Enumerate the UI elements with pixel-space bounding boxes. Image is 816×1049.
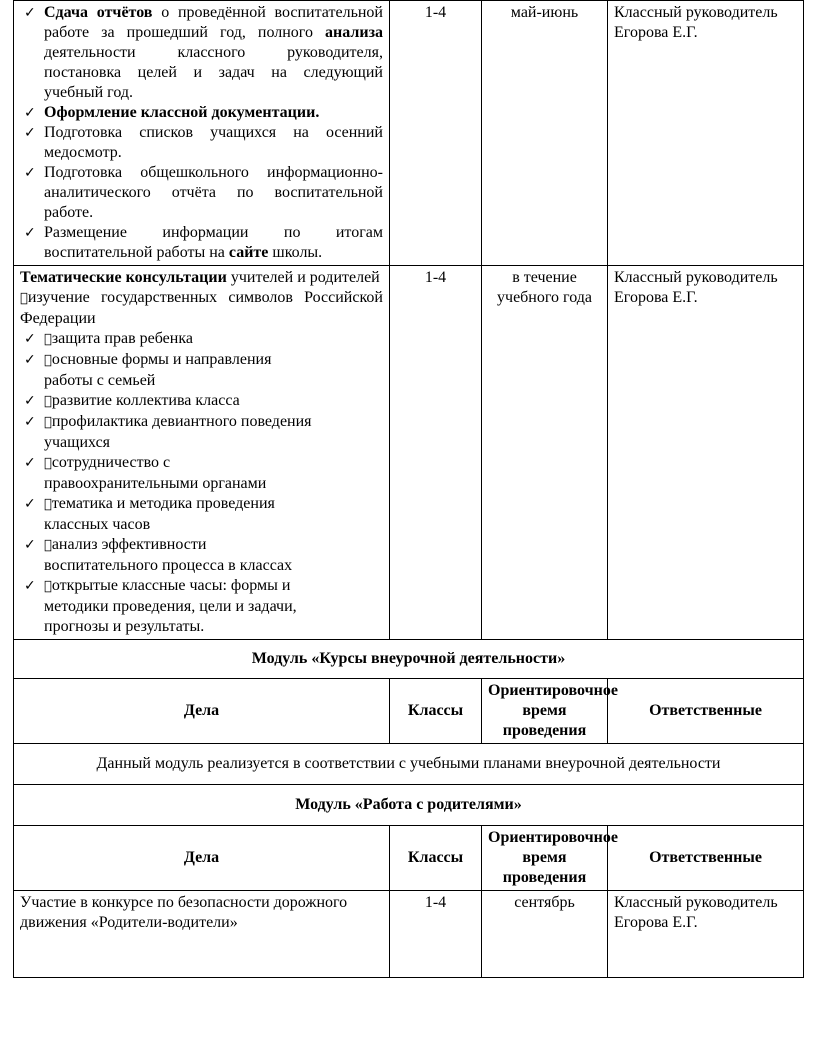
bold-text: Оформление классной документации. [44,104,320,121]
check-icon: ✓ [24,414,36,430]
check-icon: ✓ [24,5,36,21]
check-icon: ✓ [24,393,36,409]
consultations-first-item [20,288,383,329]
consultations-audience: учителей и родителей [226,269,380,286]
check-icon: ✓ [24,496,36,512]
classes-cell: 1-4 [390,1,482,266]
classes-cell: 1-4 [390,891,482,978]
check-icon: ✓ [24,125,36,141]
header-classes: Классы [390,826,482,891]
check-icon: ✓ [24,455,36,471]
responsible-cell: Классный руководитель Егорова Е.Г. [608,266,804,640]
module-title-row [14,785,804,826]
checklist-item [20,494,320,535]
box-glyph-icon [44,415,52,430]
item-text: школы. [268,244,323,261]
bold-text: Сдача отчётов [44,4,153,21]
checklist-item [20,223,383,263]
checklist-item [20,576,320,637]
box-glyph-icon [44,456,52,471]
header-deals: Дела [14,679,390,744]
note-row [14,744,804,785]
module-title: Модуль «Курсы внеурочной деятельности» [14,640,804,679]
bold-text: анализа [325,24,383,41]
item-text: Подготовка общешкольного информационно-аналитического отчёта по воспитательной работе. [44,164,383,221]
header-deals: Дела [14,826,390,891]
item-text: открытые классные часы: формы и методики проведения, цели и задачи, прогнозы и результаты. [44,577,297,635]
checklist-item [20,453,320,494]
check-icon: ✓ [24,225,36,241]
box-glyph-icon [20,291,28,306]
checklist-item [20,123,383,163]
item-text: профилактика девиантного поведения учащихся [44,413,304,451]
module-title: Модуль «Работа с родителями» [14,785,804,826]
header-responsible: Ответственные [608,679,804,744]
header-time: Ориентировочное время проведения [482,826,608,891]
table-row [14,891,804,978]
time-cell: в течение учебного года [482,266,608,640]
checklist-item [20,163,383,223]
header-row [14,826,804,891]
checklist-item [20,103,383,123]
checklist [20,3,383,263]
module-title-row [14,640,804,679]
box-glyph-icon [44,353,52,368]
checklist-item [20,535,320,576]
checklist-item [20,329,320,350]
deal-cell [14,266,390,640]
check-icon: ✓ [24,165,36,181]
header-time: Ориентировочное время проведения [482,679,608,744]
box-glyph-icon [44,394,52,409]
item-text: сотрудничество с правоохранительными органами [44,454,267,492]
check-icon: ✓ [24,537,36,553]
item-text: защита прав ребенка [44,330,186,347]
item-text: о проведённой воспитательной работе за прошедший год, полного [44,4,383,41]
box-glyph-icon [44,332,52,347]
check-icon: ✓ [24,105,36,121]
responsible-cell: Классный руководитель Егорова Е.Г. [608,1,804,266]
checklist [20,329,320,637]
deal-cell [14,1,390,266]
deal-cell: Участие в конкурсе по безопасности дорожного движения «Родители-водители» [14,891,390,978]
table-row [14,1,804,266]
check-icon: ✓ [24,578,36,594]
plan-table [13,0,804,978]
item-text: Подготовка списков учащихся на осенний медосмотр. [44,124,383,161]
checklist-item [20,350,320,391]
item-text: развитие коллектива класса [44,392,232,409]
bold-text: сайте [228,244,269,261]
module-note: Данный модуль реализуется в соответствии с учебными планами внеурочной деятельности [14,744,804,785]
item-text: деятельности классного руководителя, постановка целей и задач на следующий учебный год. [44,44,383,101]
box-glyph-icon [44,579,52,594]
check-icon: ✓ [24,331,36,347]
responsible-cell: Классный руководитель Егорова Е.Г. [608,891,804,978]
item-text: основные формы и направления работы с семьей [44,351,317,389]
item-text: анализ эффективности воспитательного процесса в классах [44,536,317,574]
item-text: изучение государственных символов Российской Федерации [20,289,383,327]
item-text: Размещение информации по итогам воспитательной работы на [44,224,383,261]
header-classes: Классы [390,679,482,744]
check-icon: ✓ [24,352,36,368]
header-row [14,679,804,744]
consultations-intro [20,268,383,288]
table-row [14,266,804,640]
box-glyph-icon [44,538,52,553]
checklist-item [20,3,383,103]
time-cell: май-июнь [482,1,608,266]
classes-cell: 1-4 [390,266,482,640]
header-responsible: Ответственные [608,826,804,891]
checklist-item [20,391,320,412]
checklist-item [20,412,320,453]
box-glyph-icon [44,497,52,512]
item-text: тематика и методика проведения классных часов [44,495,268,533]
consultations-title: Тематические консультации [20,269,227,286]
time-cell: сентябрь [482,891,608,978]
